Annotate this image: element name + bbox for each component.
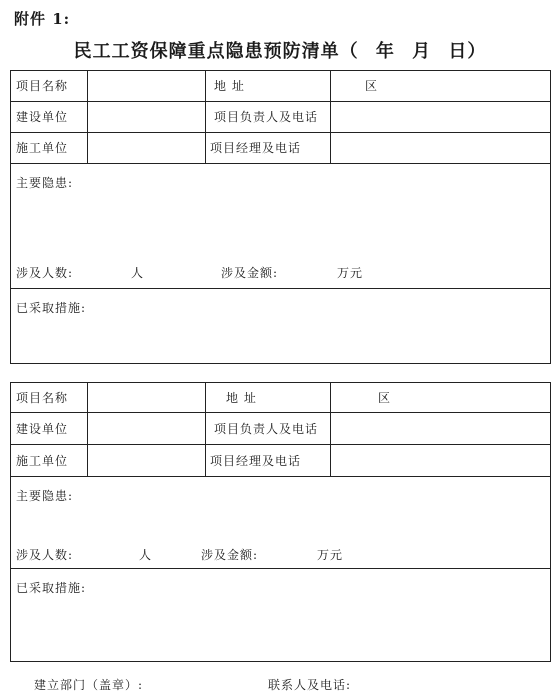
cell-construction-unit-label [11, 413, 88, 444]
label-measures-taken: 已采取措施: [16, 581, 87, 595]
label-project-leader: 项目负责人及电话 [214, 422, 319, 436]
field-project-leader[interactable] [331, 413, 550, 444]
cell-project-leader-label [206, 413, 331, 444]
title-date: （ 年 月 日） [339, 41, 487, 62]
attachment-label: 附件 1: [14, 10, 71, 28]
field-address[interactable] [331, 383, 550, 412]
title-text: 民工工资保障重点隐患预防清单 [73, 41, 340, 62]
cell-project-leader-label [206, 102, 331, 132]
cell-construction-unit-label [11, 102, 88, 132]
cell-project-manager-label [206, 133, 331, 163]
row-construction-unit [11, 413, 550, 445]
field-project-leader[interactable] [331, 102, 550, 132]
field-project-name[interactable] [88, 383, 206, 412]
cell-project-name-label [11, 383, 88, 412]
field-contractor[interactable] [88, 133, 206, 163]
cell-address-label [206, 71, 331, 101]
cell-address-label [206, 383, 331, 412]
footer-contact: 联系人及电话: [268, 678, 352, 692]
label-address: 地 址 [214, 79, 245, 93]
label-main-hazards: 主要隐患: [16, 489, 74, 503]
label-project-manager: 项目经理及电话 [210, 454, 302, 468]
field-project-manager[interactable] [331, 445, 550, 476]
label-measures-taken: 已采取措施: [16, 301, 87, 315]
row-project-name [11, 383, 550, 413]
form-section-2 [10, 382, 551, 662]
document-title [0, 37, 560, 63]
label-project-leader: 项目负责人及电话 [214, 110, 319, 124]
form-section-1 [10, 70, 551, 364]
label-people-unit: 人 [131, 266, 145, 280]
field-project-name[interactable] [88, 71, 206, 101]
label-contractor: 施工单位 [16, 141, 69, 155]
measures-block[interactable] [11, 569, 550, 661]
label-amount-unit: 万元 [337, 266, 364, 280]
cell-project-name-label [11, 71, 88, 101]
label-construction-unit: 建设单位 [16, 422, 69, 436]
label-main-hazards: 主要隐患: [16, 176, 74, 190]
field-project-manager[interactable] [331, 133, 550, 163]
row-contractor [11, 133, 550, 164]
field-construction-unit[interactable] [88, 413, 206, 444]
label-address: 地 址 [226, 391, 257, 405]
label-contractor: 施工单位 [16, 454, 69, 468]
measures-block[interactable] [11, 289, 550, 363]
field-construction-unit[interactable] [88, 102, 206, 132]
label-project-name: 项目名称 [16, 79, 69, 93]
label-people-involved: 涉及人数: [16, 548, 74, 562]
row-contractor [11, 445, 550, 477]
label-project-name: 项目名称 [16, 391, 69, 405]
label-amount-unit: 万元 [317, 548, 344, 562]
field-contractor[interactable] [88, 445, 206, 476]
label-amount-involved: 涉及金额: [221, 266, 279, 280]
field-address[interactable] [331, 71, 550, 101]
label-district: 区 [378, 391, 392, 405]
hazards-block[interactable] [11, 477, 550, 569]
label-district: 区 [365, 79, 379, 93]
label-project-manager: 项目经理及电话 [210, 141, 302, 155]
label-people-involved: 涉及人数: [16, 266, 74, 280]
cell-contractor-label [11, 445, 88, 476]
label-amount-involved: 涉及金额: [201, 548, 259, 562]
cell-contractor-label [11, 133, 88, 163]
cell-project-manager-label [206, 445, 331, 476]
label-people-unit: 人 [139, 548, 153, 562]
hazards-block[interactable] [11, 164, 550, 289]
row-construction-unit [11, 102, 550, 133]
label-construction-unit: 建设单位 [16, 110, 69, 124]
row-project-name [11, 71, 550, 102]
footer-department: 建立部门（盖章）: [34, 678, 144, 692]
